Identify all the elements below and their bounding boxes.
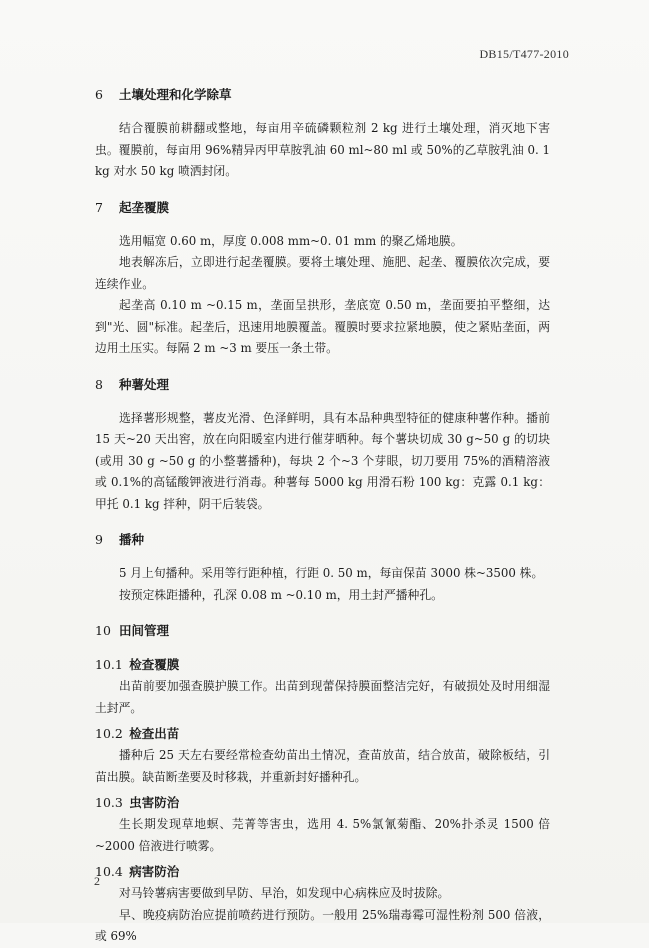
subsection-heading-10-2: [95, 723, 550, 745]
document-body: [95, 84, 550, 948]
section-title: 种薯处理: [119, 376, 170, 392]
subsection-title: 病害防治: [129, 864, 180, 879]
subsection-title: 检查覆膜: [129, 657, 180, 672]
paragraph: 5 月上旬播种。采用等行距种植，行距 0. 50 m，每亩保苗 3000 株~3500 株。: [119, 566, 544, 580]
paragraph: 地表解冻后，立即进行起垄覆膜。要将土壤处理、施肥、起垄、覆膜依次完成，要连续作业。: [95, 255, 550, 291]
section-number: 8: [95, 376, 103, 392]
section-number: 10: [95, 623, 111, 638]
section-number: 7: [95, 199, 103, 215]
paragraph: 生长期发现草地螟、芫菁等害虫，选用 4. 5%氯氰菊酯、20%扑杀灵 1500 倍~2000 倍液进行喷雾。: [95, 817, 550, 853]
paragraph: 选择薯形规整，薯皮光滑、色泽鲜明，具有本品种典型特征的健康种薯作种。播前 15 天~20 天出窖，放在向阳暖室内进行催芽晒种。每个薯块切成 30 g~50 g 的切块(或用 30 g ~50 g 的小整薯播种)，每块 2 个~3 个芽眼，切刀要用 75%的酒精溶液或 0.1%的高锰酸钾液进行消毒。种薯每 5000 kg 用滑石粉 100 kg：克露 0.1 kg：甲托 0.1 kg 拌种，阴干后装袋。: [95, 410, 550, 511]
subsection-title: 检查出苗: [129, 726, 180, 741]
section-title: 田间管理: [119, 623, 170, 638]
paragraph: 对马铃薯病害要做到早防、早治，如发现中心病株应及时拔除。: [119, 886, 450, 900]
section-heading-6: [95, 84, 550, 106]
section-number: 9: [95, 532, 103, 547]
subsection-number: 10.4: [95, 864, 123, 879]
paragraph: 选用幅宽 0.60 m，厚度 0.008 mm~0. 01 mm 的聚乙烯地膜。: [119, 233, 463, 248]
section-heading-9: [95, 529, 550, 551]
paragraph: 起垄高 0.10 m ~0.15 m，垄面呈拱形，垄底宽 0.50 m，垄面要拍平整细，达到"光、圆"标准。起垄后，迅速用地膜覆盖。覆膜时要求拉紧地膜，使之紧贴垄面，两边用土压实。每隔 2 m ~3 m 要压一条土带。: [95, 298, 550, 355]
document-code: DB15/T477-2010: [479, 47, 569, 61]
paragraph: 播种后 25 天左右要经常检查幼苗出土情况，查苗放苗，结合放苗，破除板结，引苗出膜。缺苗断垄要及时移栽，并重新封好播种孔。: [95, 748, 550, 784]
paragraph: 结合覆膜前耕翻或整地，每亩用辛硫磷颗粒剂 2 kg 进行土壤处理，消灭地下害虫。覆膜前，每亩用 96%精异丙甲草胺乳油 60 ml~80 ml 或 50%的乙草胺乳油 0. 1 kg 对水 50 kg 喷洒封闭。: [95, 121, 550, 178]
subsection-number: 10.1: [95, 657, 123, 672]
section-heading-10: [95, 620, 550, 642]
subsection-title: 虫害防治: [129, 795, 180, 810]
section-number: 6: [95, 87, 103, 102]
section-title: 起垄覆膜: [119, 199, 170, 215]
subsection-number: 10.3: [95, 795, 123, 810]
paragraph: 按预定株距播种，孔深 0.08 m ~0.10 m，用土封严播种孔。: [119, 587, 443, 602]
section-heading-7: [95, 197, 550, 219]
subsection-number: 10.2: [95, 726, 123, 741]
paragraph: 早、晚疫病防治应提前喷药进行预防。一般用 25%瑞毒霉可湿性粉剂 500 倍液，或 69%: [95, 907, 550, 943]
subsection-heading-10-3: [95, 792, 550, 814]
section-title: 土壤处理和化学除草: [119, 87, 232, 102]
page-number: 2: [94, 874, 100, 888]
section-heading-8: [95, 374, 550, 396]
paragraph: 出苗前要加强查膜护膜工作。出苗到现蕾保持膜面整洁完好，有破损处及时用细湿土封严。: [95, 679, 550, 715]
subsection-heading-10-4: [95, 861, 550, 883]
section-title: 播种: [119, 532, 145, 547]
subsection-heading-10-1: [95, 654, 550, 676]
